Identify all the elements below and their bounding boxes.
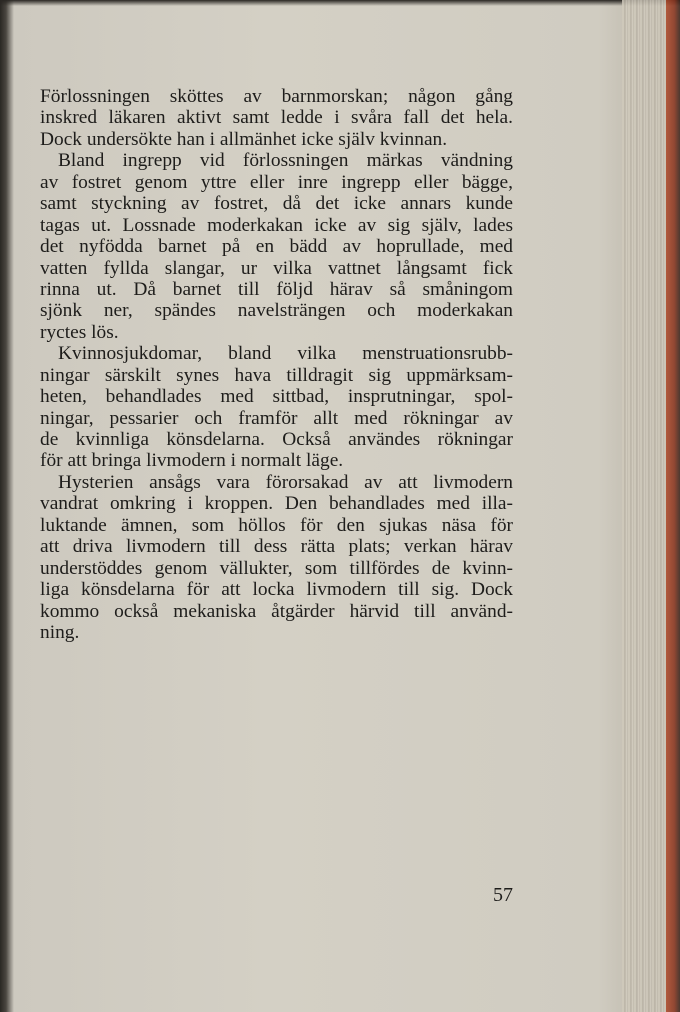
text-line: Kvinnosjukdomar, bland vilka menstruationsrubb- xyxy=(58,343,513,365)
text-line: samt styckning av fostret, då det icke annars kunde xyxy=(40,193,513,215)
text-line: heten, behandlades med sittbad, insprutningar, spol- xyxy=(40,386,513,408)
text-line: luktande ämnen, som höllos för den sjukas näsa för xyxy=(40,514,513,536)
paragraph-3 xyxy=(40,343,513,472)
text-line: inskred läkaren aktivt samt ledde i svåra fall det hela. xyxy=(40,107,513,129)
body-text xyxy=(40,86,513,643)
text-line: liga könsdelarna för att locka livmodern till sig. Dock xyxy=(40,579,513,601)
text-line: kommo också mekaniska åtgärder härvid till använd- xyxy=(40,600,513,622)
paragraph-2 xyxy=(40,150,513,343)
text-line: vatten fyllda slangar, ur vilka vattnet långsamt fick xyxy=(40,257,513,279)
text-line: att driva livmodern till dess rätta plats; verkan härav xyxy=(40,536,513,558)
text-line: det nyfödda barnet på en bädd av hoprullade, med xyxy=(40,236,513,258)
text-line: Dock undersökte han i allmänhet icke själv kvinnan. xyxy=(40,128,448,150)
paragraph-1 xyxy=(40,86,513,150)
page-edges xyxy=(622,0,680,1012)
text-line: Förlossningen sköttes av barnmorskan; någon gång xyxy=(40,86,513,107)
page-number: 57 xyxy=(493,884,513,906)
text-line: sjönk ner, spändes navelsträngen och moderkakan xyxy=(40,300,513,322)
text-line: vandrat omkring i kroppen. Den behandlades med illa- xyxy=(40,493,513,515)
page-top-shadow xyxy=(0,0,680,6)
text-line: ning. xyxy=(40,621,80,643)
text-line: de kvinnliga könsdelarna. Också användes rökningar xyxy=(40,429,513,450)
text-line: Bland ingrepp vid förlossningen märkas vändning xyxy=(58,150,513,172)
text-line: ningar, pessarier och framför allt med rökningar av xyxy=(40,407,513,429)
text-line: rinna ut. Då barnet till följd härav så småningom xyxy=(40,278,513,300)
text-line: Hysterien ansågs vara förorsakad av att livmodern xyxy=(58,471,513,493)
text-line: tagas ut. Lossnade moderkakan icke av sig själv, lades xyxy=(40,214,513,236)
text-line: ryctes lös. xyxy=(40,321,119,343)
text-line: för att bringa livmodern i normalt läge. xyxy=(40,450,344,472)
text-line: av fostret genom yttre eller inre ingrepp eller bägge, xyxy=(40,171,513,193)
text-line: ningar särskilt synes hava tilldragit sig uppmärksam- xyxy=(40,364,513,386)
text-line: understöddes genom vällukter, som tillfördes de kvinn- xyxy=(40,557,513,579)
paragraph-4 xyxy=(40,472,513,644)
